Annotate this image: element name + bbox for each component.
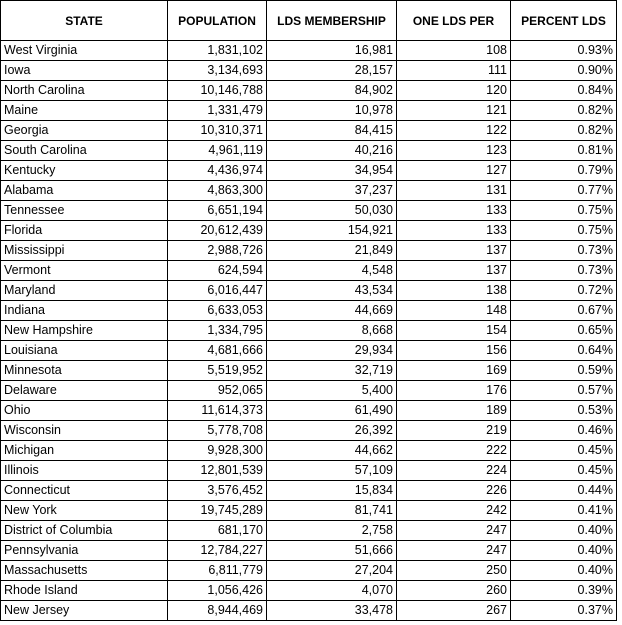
lds-membership-cell: 50,030 [267, 201, 397, 221]
table-row [1, 81, 617, 101]
one-lds-per-cell: 176 [397, 381, 511, 401]
lds-membership-cell: 57,109 [267, 461, 397, 481]
one-lds-per-cell: 122 [397, 121, 511, 141]
lds-membership-cell: 84,902 [267, 81, 397, 101]
state-cell: South Carolina [1, 141, 168, 161]
lds-membership-cell: 16,981 [267, 41, 397, 61]
population-cell: 1,831,102 [168, 41, 267, 61]
percent-lds-cell: 0.39% [511, 581, 617, 601]
lds-membership-cell: 81,741 [267, 501, 397, 521]
population-cell: 12,801,539 [168, 461, 267, 481]
lds-membership-cell: 21,849 [267, 241, 397, 261]
table-row [1, 261, 617, 281]
percent-lds-cell: 0.64% [511, 341, 617, 361]
state-cell: Alabama [1, 181, 168, 201]
one-lds-per-cell: 189 [397, 401, 511, 421]
percent-lds-cell: 0.57% [511, 381, 617, 401]
table-row [1, 101, 617, 121]
population-cell: 6,633,053 [168, 301, 267, 321]
state-cell: Massachusetts [1, 561, 168, 581]
one-lds-per-cell: 169 [397, 361, 511, 381]
state-cell: Kentucky [1, 161, 168, 181]
lds-membership-cell: 4,070 [267, 581, 397, 601]
one-lds-per-cell: 108 [397, 41, 511, 61]
lds-membership-cell: 154,921 [267, 221, 397, 241]
state-cell: Rhode Island [1, 581, 168, 601]
column-header-population: POPULATION [168, 1, 267, 41]
one-lds-per-cell: 121 [397, 101, 511, 121]
percent-lds-cell: 0.45% [511, 441, 617, 461]
percent-lds-cell: 0.84% [511, 81, 617, 101]
table-row [1, 461, 617, 481]
column-header-lds-membership: LDS MEMBERSHIP [267, 1, 397, 41]
state-cell: Maryland [1, 281, 168, 301]
table-row [1, 341, 617, 361]
one-lds-per-cell: 156 [397, 341, 511, 361]
one-lds-per-cell: 127 [397, 161, 511, 181]
percent-lds-cell: 0.40% [511, 561, 617, 581]
one-lds-per-cell: 137 [397, 261, 511, 281]
percent-lds-cell: 0.75% [511, 221, 617, 241]
state-cell: West Virginia [1, 41, 168, 61]
state-cell: Indiana [1, 301, 168, 321]
state-cell: Illinois [1, 461, 168, 481]
table-row [1, 241, 617, 261]
percent-lds-cell: 0.46% [511, 421, 617, 441]
table-row [1, 541, 617, 561]
population-cell: 5,778,708 [168, 421, 267, 441]
percent-lds-cell: 0.93% [511, 41, 617, 61]
population-cell: 6,811,779 [168, 561, 267, 581]
population-cell: 8,944,469 [168, 601, 267, 621]
one-lds-per-cell: 148 [397, 301, 511, 321]
lds-membership-cell: 44,662 [267, 441, 397, 461]
population-cell: 3,576,452 [168, 481, 267, 501]
state-cell: New York [1, 501, 168, 521]
one-lds-per-cell: 111 [397, 61, 511, 81]
lds-membership-cell: 2,758 [267, 521, 397, 541]
one-lds-per-cell: 133 [397, 201, 511, 221]
percent-lds-cell: 0.53% [511, 401, 617, 421]
table-row [1, 281, 617, 301]
population-cell: 4,863,300 [168, 181, 267, 201]
one-lds-per-cell: 242 [397, 501, 511, 521]
percent-lds-cell: 0.79% [511, 161, 617, 181]
state-cell: Delaware [1, 381, 168, 401]
table-row [1, 421, 617, 441]
state-cell: District of Columbia [1, 521, 168, 541]
one-lds-per-cell: 133 [397, 221, 511, 241]
column-header-one-lds-per: ONE LDS PER [397, 1, 511, 41]
one-lds-per-cell: 247 [397, 541, 511, 561]
state-cell: Connecticut [1, 481, 168, 501]
lds-membership-cell: 15,834 [267, 481, 397, 501]
lds-membership-cell: 34,954 [267, 161, 397, 181]
lds-membership-cell: 5,400 [267, 381, 397, 401]
population-cell: 6,651,194 [168, 201, 267, 221]
population-cell: 1,056,426 [168, 581, 267, 601]
population-cell: 19,745,289 [168, 501, 267, 521]
population-cell: 1,334,795 [168, 321, 267, 341]
state-cell: Louisiana [1, 341, 168, 361]
percent-lds-cell: 0.90% [511, 61, 617, 81]
one-lds-per-cell: 131 [397, 181, 511, 201]
lds-membership-cell: 28,157 [267, 61, 397, 81]
one-lds-per-cell: 260 [397, 581, 511, 601]
table-body [1, 41, 617, 621]
one-lds-per-cell: 222 [397, 441, 511, 461]
one-lds-per-cell: 138 [397, 281, 511, 301]
table-row [1, 181, 617, 201]
table-row [1, 501, 617, 521]
table-row [1, 441, 617, 461]
percent-lds-cell: 0.82% [511, 101, 617, 121]
population-cell: 4,681,666 [168, 341, 267, 361]
population-cell: 6,016,447 [168, 281, 267, 301]
lds-membership-cell: 27,204 [267, 561, 397, 581]
population-cell: 681,170 [168, 521, 267, 541]
state-cell: Mississippi [1, 241, 168, 261]
one-lds-per-cell: 224 [397, 461, 511, 481]
population-cell: 9,928,300 [168, 441, 267, 461]
column-header-state: STATE [1, 1, 168, 41]
lds-membership-cell: 32,719 [267, 361, 397, 381]
table-row [1, 581, 617, 601]
percent-lds-cell: 0.59% [511, 361, 617, 381]
table-row [1, 321, 617, 341]
one-lds-per-cell: 123 [397, 141, 511, 161]
population-cell: 2,988,726 [168, 241, 267, 261]
state-cell: Ohio [1, 401, 168, 421]
state-cell: Florida [1, 221, 168, 241]
lds-membership-cell: 4,548 [267, 261, 397, 281]
table-row [1, 141, 617, 161]
state-cell: Maine [1, 101, 168, 121]
percent-lds-cell: 0.77% [511, 181, 617, 201]
table-row [1, 601, 617, 621]
state-cell: Tennessee [1, 201, 168, 221]
population-cell: 10,146,788 [168, 81, 267, 101]
percent-lds-cell: 0.45% [511, 461, 617, 481]
lds-membership-cell: 51,666 [267, 541, 397, 561]
column-header-percent-lds: PERCENT LDS [511, 1, 617, 41]
population-cell: 4,436,974 [168, 161, 267, 181]
one-lds-per-cell: 226 [397, 481, 511, 501]
percent-lds-cell: 0.73% [511, 241, 617, 261]
population-cell: 10,310,371 [168, 121, 267, 141]
table-row [1, 121, 617, 141]
percent-lds-cell: 0.40% [511, 521, 617, 541]
state-cell: North Carolina [1, 81, 168, 101]
population-cell: 1,331,479 [168, 101, 267, 121]
table-row [1, 161, 617, 181]
table-row [1, 401, 617, 421]
state-cell: Wisconsin [1, 421, 168, 441]
percent-lds-cell: 0.65% [511, 321, 617, 341]
percent-lds-cell: 0.41% [511, 501, 617, 521]
lds-membership-cell: 40,216 [267, 141, 397, 161]
table-row [1, 221, 617, 241]
table-row [1, 381, 617, 401]
lds-membership-cell: 8,668 [267, 321, 397, 341]
population-cell: 5,519,952 [168, 361, 267, 381]
header-row [1, 1, 617, 41]
lds-membership-cell: 43,534 [267, 281, 397, 301]
table-row [1, 481, 617, 501]
table-row [1, 361, 617, 381]
percent-lds-cell: 0.75% [511, 201, 617, 221]
table-row [1, 521, 617, 541]
percent-lds-cell: 0.72% [511, 281, 617, 301]
table-row [1, 301, 617, 321]
table-row [1, 41, 617, 61]
lds-membership-cell: 44,669 [267, 301, 397, 321]
percent-lds-cell: 0.37% [511, 601, 617, 621]
one-lds-per-cell: 120 [397, 81, 511, 101]
one-lds-per-cell: 247 [397, 521, 511, 541]
state-cell: Pennsylvania [1, 541, 168, 561]
lds-membership-cell: 37,237 [267, 181, 397, 201]
population-cell: 3,134,693 [168, 61, 267, 81]
percent-lds-cell: 0.67% [511, 301, 617, 321]
population-cell: 12,784,227 [168, 541, 267, 561]
one-lds-per-cell: 219 [397, 421, 511, 441]
population-cell: 952,065 [168, 381, 267, 401]
table-row [1, 61, 617, 81]
state-cell: Iowa [1, 61, 168, 81]
population-cell: 11,614,373 [168, 401, 267, 421]
table-row [1, 201, 617, 221]
state-cell: Georgia [1, 121, 168, 141]
state-cell: New Hampshire [1, 321, 168, 341]
lds-membership-cell: 10,978 [267, 101, 397, 121]
percent-lds-cell: 0.40% [511, 541, 617, 561]
population-cell: 624,594 [168, 261, 267, 281]
one-lds-per-cell: 267 [397, 601, 511, 621]
one-lds-per-cell: 250 [397, 561, 511, 581]
state-cell: New Jersey [1, 601, 168, 621]
percent-lds-cell: 0.82% [511, 121, 617, 141]
lds-membership-cell: 84,415 [267, 121, 397, 141]
state-cell: Vermont [1, 261, 168, 281]
state-cell: Michigan [1, 441, 168, 461]
table-row [1, 561, 617, 581]
state-cell: Minnesota [1, 361, 168, 381]
population-cell: 20,612,439 [168, 221, 267, 241]
percent-lds-cell: 0.81% [511, 141, 617, 161]
one-lds-per-cell: 137 [397, 241, 511, 261]
one-lds-per-cell: 154 [397, 321, 511, 341]
lds-membership-cell: 61,490 [267, 401, 397, 421]
lds-membership-cell: 29,934 [267, 341, 397, 361]
population-cell: 4,961,119 [168, 141, 267, 161]
lds-membership-cell: 33,478 [267, 601, 397, 621]
lds-membership-cell: 26,392 [267, 421, 397, 441]
percent-lds-cell: 0.73% [511, 261, 617, 281]
percent-lds-cell: 0.44% [511, 481, 617, 501]
